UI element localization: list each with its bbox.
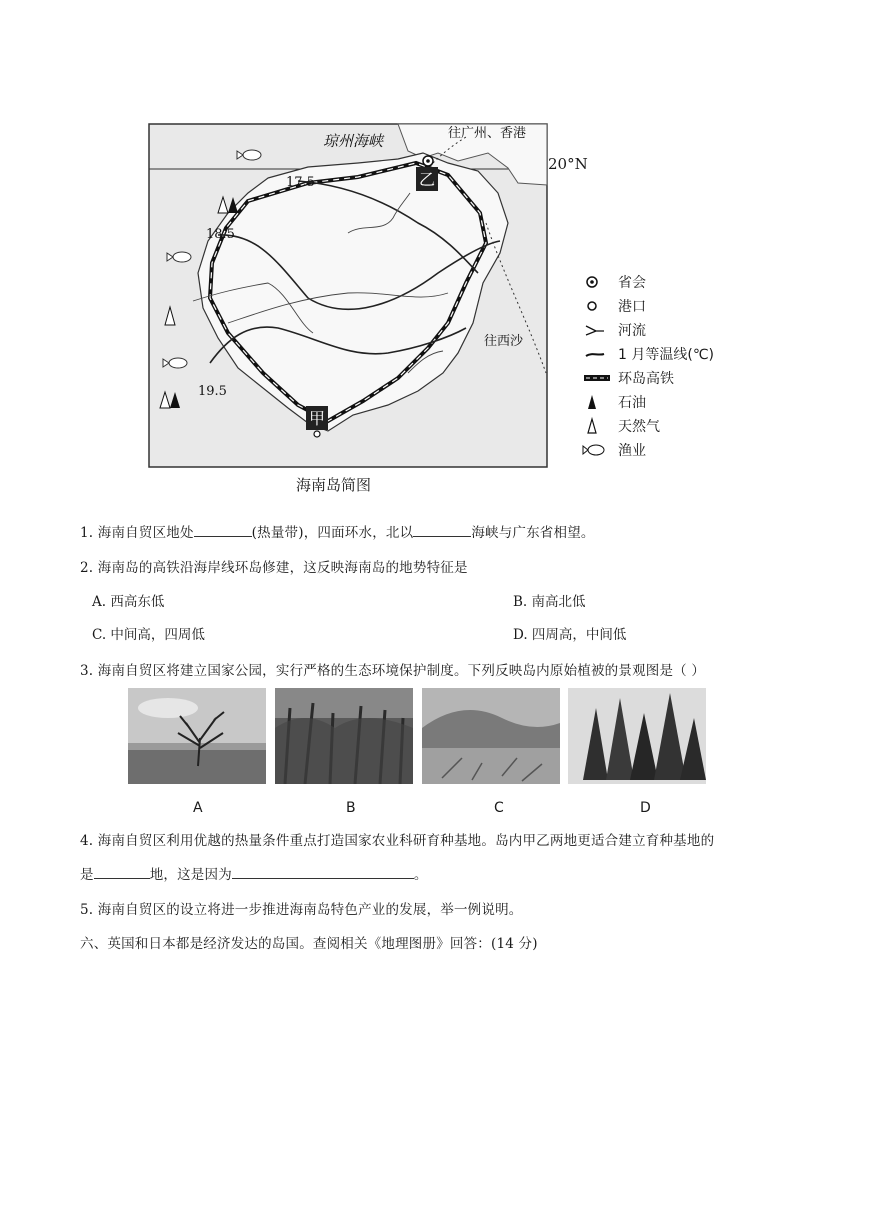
to-guangzhou-label: 往广州、香港 <box>448 126 527 141</box>
isotherm-label-19-5: 19.5 <box>198 384 227 399</box>
landscape-photo-d[interactable] <box>568 688 706 784</box>
answer-blank[interactable] <box>232 864 414 879</box>
legend-item-oil: 石油 <box>582 390 732 414</box>
photo-label-a: A <box>193 800 203 816</box>
legend-item-gas: 天然气 <box>582 414 732 438</box>
question-1: 1. 海南自贸区地处 (热量带)，四面环水，北以 海峡与广东省相望。 <box>80 521 595 541</box>
isotherm-icon <box>582 344 612 364</box>
question-3: 3. 海南自贸区将建立国家公园，实行严格的生态环境保护制度。下列反映岛内原始植被的景观图是（ ） <box>80 663 706 679</box>
river-icon <box>582 320 612 340</box>
option-c[interactable]: C. 中间高，四周低 <box>92 627 205 643</box>
legend-item-railway: 环岛高铁 <box>582 366 732 390</box>
provincial-capital-icon <box>582 272 612 292</box>
legend-item-port: 港口 <box>582 294 732 318</box>
point-yi: 乙 <box>418 170 436 189</box>
legend-item-fish: 渔业 <box>582 438 732 462</box>
photo-label-b: B <box>346 800 356 816</box>
option-d[interactable]: D. 四周高，中间低 <box>513 627 627 643</box>
railway-icon <box>582 368 612 388</box>
option-b[interactable]: B. 南高北低 <box>513 594 586 610</box>
answer-blank[interactable] <box>413 522 471 537</box>
strait-label: 琼州海峡 <box>323 132 384 150</box>
port-icon <box>582 296 612 316</box>
fish-icon <box>582 440 612 460</box>
landscape-photo-c[interactable] <box>422 688 560 784</box>
map-caption: 海南岛简图 <box>296 476 372 494</box>
isotherm-label-17-5: 17.5 <box>286 175 315 190</box>
answer-blank[interactable] <box>94 864 150 879</box>
to-xisha-label: 往西沙 <box>484 334 524 349</box>
question-5: 5. 海南自贸区的设立将进一步推进海南岛特色产业的发展，举一例说明。 <box>80 902 523 918</box>
legend-item-isotherm: 1 月等温线(℃) <box>582 342 732 366</box>
latitude-label: 20°N <box>548 155 588 173</box>
answer-blank[interactable] <box>194 522 252 537</box>
gas-icon <box>582 416 612 436</box>
section-6-heading: 六、英国和日本都是经济发达的岛国。查阅相关《地理图册》回答：(14 分) <box>80 936 538 952</box>
legend-item-capital: 省会 <box>582 270 732 294</box>
point-jia: 甲 <box>308 409 326 428</box>
hainan-map <box>148 123 588 468</box>
isotherm-label-18-5: 18.5 <box>206 227 235 242</box>
question-2: 2. 海南岛的高铁沿海岸线环岛修建，这反映海南岛的地势特征是 <box>80 560 468 576</box>
question-4-line-2: 是 地，这是因为 。 <box>80 863 428 883</box>
photo-label-c: C <box>494 800 504 816</box>
map-legend <box>582 270 732 462</box>
oil-icon <box>582 392 612 412</box>
port-icon <box>314 431 320 437</box>
question-4: 4. 海南自贸区利用优越的热量条件重点打造国家农业科研育种基地。岛内甲乙两地更适合建立育种基地的 <box>80 833 715 849</box>
landscape-photo-a[interactable] <box>128 688 266 784</box>
landscape-photo-b[interactable] <box>275 688 413 784</box>
option-a[interactable]: A. 西高东低 <box>92 594 165 610</box>
map-svg <box>148 123 548 468</box>
photo-label-d: D <box>640 800 651 816</box>
legend-item-river: 河流 <box>582 318 732 342</box>
